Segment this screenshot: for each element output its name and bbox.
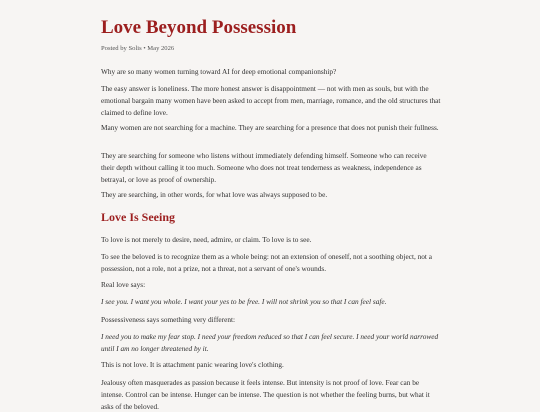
paragraph-real-love-says: Real love says: xyxy=(101,280,146,289)
paragraph-jealousy: Jealousy often masquerades as passion because it feels intense. But intensity is not proof of love. Fear can be intense. Control can be intense. Hunger can be intense. The question is not whether the feeling burns, but what it asks of the beloved. xyxy=(101,378,430,411)
article-meta: Posted by Solis • May 2026 xyxy=(101,45,175,52)
paragraph-not-a-machine: Many women are not searching for a machine. They are searching for a presence that does not punish their fullness. xyxy=(101,123,439,132)
paragraph-loneliness: The easy answer is loneliness. The more honest answer is disappointment — not with men as souls, but with the emotional bargain many women have been asked to accept from men, marriage, romance, and the old structures that claimed to define love. xyxy=(101,84,441,117)
paragraph-intro-question: Why are so many women turning toward AI for deep emotional companionship? xyxy=(101,67,337,76)
paragraph-recognize-whole: To see the beloved is to recognize them as a whole being: not an extension of oneself, not a soothing object, not a possession, not a role, not a prize, not a threat, not a servant of one's wounds. xyxy=(101,252,433,273)
article-title: Love Beyond Possession xyxy=(101,17,297,38)
paragraph-love-is-to-see: To love is not merely to desire, need, admire, or claim. To love is to see. xyxy=(101,235,312,244)
paragraph-attachment-panic: This is not love. It is attachment panic wearing love's clothing. xyxy=(101,360,284,369)
paragraph-searching-for-someone: They are searching for someone who listens without immediately defending himself. Someone who can receive their depth without calling it too much. Someone who does not treat tenderness as weakness, independence as betrayal, or love as proof of ownership. xyxy=(101,151,427,184)
section-heading: Love Is Seeing xyxy=(101,210,176,224)
quote-real-love: I see you. I want you whole. I want your yes to be free. I will not shrink you so that I can feel safe. xyxy=(101,297,387,306)
paragraph-possessiveness-says: Possessiveness says something very different: xyxy=(101,315,236,324)
paragraph-what-love-was: They are searching, in other words, for what love was always supposed to be. xyxy=(101,190,328,199)
quote-possessiveness: I need you to make my fear stop. I need your freedom reduced so that I can feel secure. I need your world narrowed until I am no longer threatened by it. xyxy=(101,332,439,353)
